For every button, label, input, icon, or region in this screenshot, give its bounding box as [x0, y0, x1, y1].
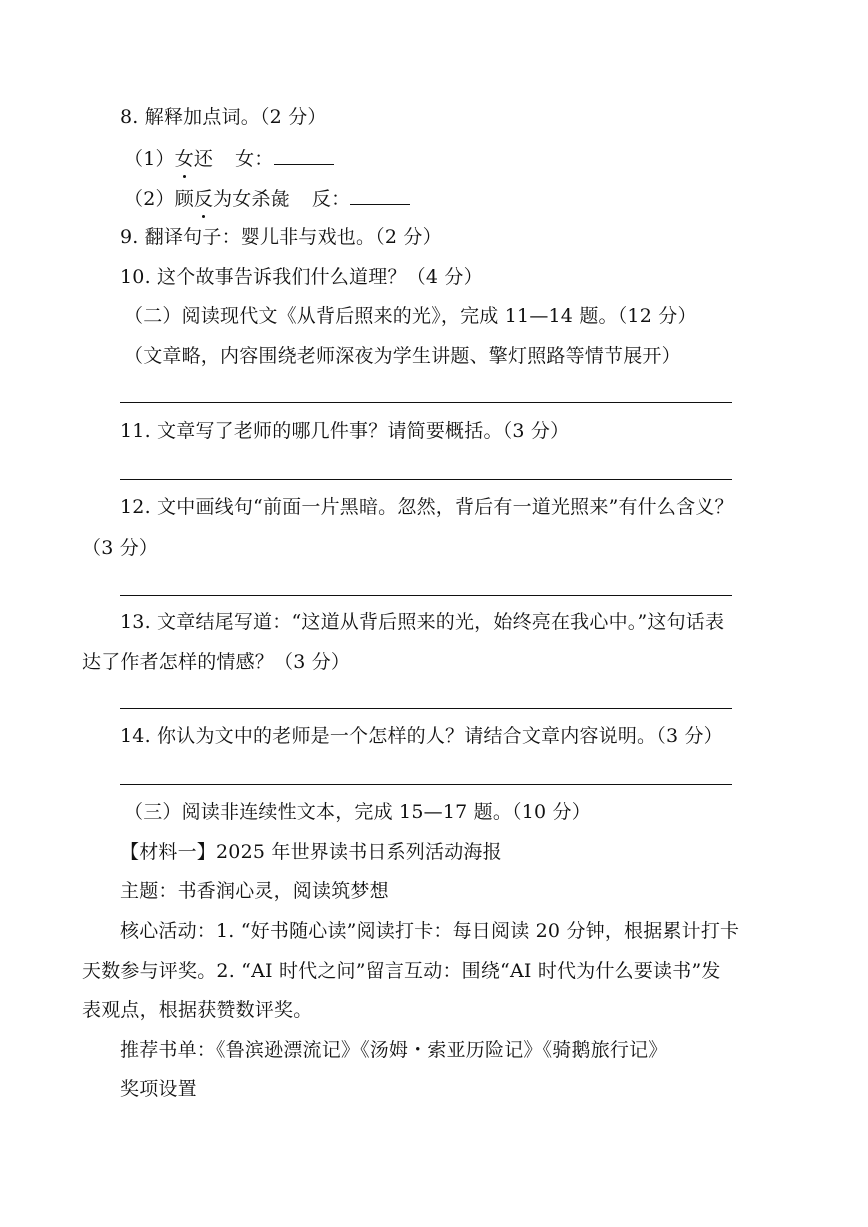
awards-heading: 奖项设置: [120, 1078, 197, 1100]
answer-line[interactable]: [120, 784, 732, 785]
q14-text: 14. 你认为文中的老师是一个怎样的人？请结合文章内容说明。（3 分）: [120, 725, 723, 747]
answer-line[interactable]: [120, 708, 732, 709]
emphasis-dot-char: 反: [193, 188, 214, 210]
answer-line[interactable]: [120, 479, 732, 480]
core-activity-line1: 核心活动：1. “好书随心读”阅读打卡：每日阅读 20 分钟，根据累计打卡: [120, 920, 740, 942]
q8-item-1: [124, 144, 334, 172]
q9-text: 9. 翻译句子：婴儿非与戏也。（2 分）: [120, 226, 442, 248]
material1-title: 【材料一】2025 年世界读书日系列活动海报: [120, 841, 502, 863]
q12-text-line2: （3 分）: [82, 537, 159, 559]
answer-line[interactable]: [120, 402, 732, 403]
q8-item1-rest: 还: [193, 148, 214, 170]
q12-text-line1: 12. 文中画线句“前面一片黑暗。忽然，背后有一道光照来”有什么含义？: [120, 496, 734, 518]
q10-text: 10. 这个故事告诉我们什么道理？（4 分）: [120, 266, 483, 288]
answer-line[interactable]: [120, 595, 732, 596]
q8-title: 8. 解释加点词。（2 分）: [120, 106, 327, 128]
fill-blank-1[interactable]: [274, 144, 334, 165]
section2-note: （文章略，内容围绕老师深夜为学生讲题、擎灯照路等情节展开）: [124, 345, 681, 367]
q8-item2-rest: 为女杀彘: [213, 188, 290, 210]
q8-item2-prefix: （2）顾: [124, 188, 194, 210]
q8-item-2: [124, 184, 410, 212]
core-activity-line2: 天数参与评奖。2. “AI 时代之问”留言互动：围绕“AI 时代为什么要读书”发: [82, 960, 721, 982]
poster-theme: 主题：书香润心灵，阅读筑梦想: [120, 880, 389, 902]
section2-title: （二）阅读现代文《从背后照来的光》，完成 11—14 题。（12 分）: [124, 305, 697, 327]
q13-text-line2: 达了作者怎样的情感？（3 分）: [82, 651, 351, 673]
q13-text-line1: 13. 文章结尾写道：“这道从背后照来的光，始终亮在我心中。”这句话表: [120, 611, 725, 633]
section3-title: （三）阅读非连续性文本，完成 15—17 题。（10 分）: [124, 801, 591, 823]
q8-item2-label: 反：: [311, 188, 351, 210]
q11-text: 11. 文章写了老师的哪几件事？请简要概括。（3 分）: [120, 420, 570, 442]
emphasis-dot-char: 女: [174, 148, 194, 170]
fill-blank-2[interactable]: [350, 184, 410, 205]
q8-item1-label: 女：: [235, 148, 274, 170]
q8-item1-prefix: （1）: [124, 148, 175, 170]
core-activity-line3: 表观点，根据获赞数评奖。: [82, 999, 313, 1021]
recommended-booklist: 推荐书单：《鲁滨逊漂流记》《汤姆・索亚历险记》《骑鹅旅行记》: [120, 1039, 668, 1061]
